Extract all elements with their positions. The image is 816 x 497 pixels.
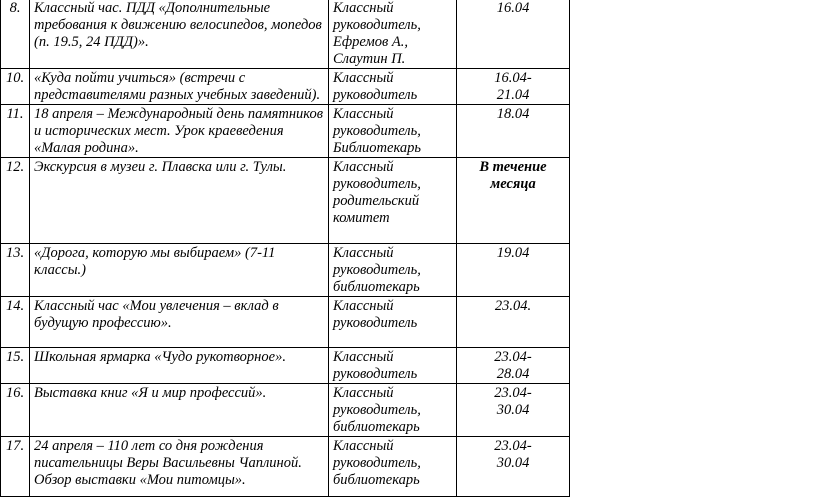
row-number-cell: 12. bbox=[1, 158, 30, 244]
date-cell: 16.04- 21.04 bbox=[457, 69, 570, 105]
table-row bbox=[1, 348, 570, 384]
table-row bbox=[1, 0, 570, 69]
event-cell: Классный час. ПДД «Дополнительные требования к движению велосипедов, мопедов (п. 19.5, 24 ПДД)». bbox=[30, 0, 329, 69]
table-row bbox=[1, 105, 570, 158]
row-number-cell: 8. bbox=[1, 0, 30, 69]
row-number-cell: 14. bbox=[1, 297, 30, 348]
table-row bbox=[1, 437, 570, 497]
table-row bbox=[1, 384, 570, 437]
date-cell: 23.04. bbox=[457, 297, 570, 348]
event-cell: «Куда пойти учиться» (встречи с представителями разных учебных заведений). bbox=[30, 69, 329, 105]
event-cell: 18 апреля – Международный день памятников и исторических мест. Урок краеведения «Малая родина». bbox=[30, 105, 329, 158]
row-number-cell: 17. bbox=[1, 437, 30, 497]
events-table-body bbox=[1, 0, 570, 497]
date-cell: 23.04- 28.04 bbox=[457, 348, 570, 384]
responsible-cell: Классный руководитель, библиотекарь bbox=[329, 244, 457, 297]
responsible-cell: Классный руководитель, Библиотекарь bbox=[329, 105, 457, 158]
date-cell: 18.04 bbox=[457, 105, 570, 158]
row-number-cell: 15. bbox=[1, 348, 30, 384]
row-number-cell: 16. bbox=[1, 384, 30, 437]
table-row bbox=[1, 297, 570, 348]
event-cell: Школьная ярмарка «Чудо рукотворное». bbox=[30, 348, 329, 384]
event-cell: «Дорога, которую мы выбираем» (7-11 классы.) bbox=[30, 244, 329, 297]
responsible-cell: Классный руководитель, Ефремов А., Слаутин П. bbox=[329, 0, 457, 69]
responsible-cell: Классный руководитель bbox=[329, 69, 457, 105]
responsible-cell: Классный руководитель, библиотекарь bbox=[329, 437, 457, 497]
event-cell: Экскурсия в музеи г. Плавска или г. Тулы. bbox=[30, 158, 329, 244]
row-number-cell: 10. bbox=[1, 69, 30, 105]
event-cell: 24 апреля – 110 лет со дня рождения писательницы Веры Васильевны Чаплиной. Обзор выставки «Мои питомцы». bbox=[30, 437, 329, 497]
date-cell: 23.04- 30.04 bbox=[457, 437, 570, 497]
table-row bbox=[1, 244, 570, 297]
table-row bbox=[1, 69, 570, 105]
row-number-cell: 11. bbox=[1, 105, 30, 158]
date-cell: 16.04 bbox=[457, 0, 570, 69]
date-cell: В течение месяца bbox=[457, 158, 570, 244]
event-cell: Классный час «Мои увлечения – вклад в будущую профессию». bbox=[30, 297, 329, 348]
responsible-cell: Классный руководитель, библиотекарь bbox=[329, 384, 457, 437]
responsible-cell: Классный руководитель, родительский комитет bbox=[329, 158, 457, 244]
date-cell: 23.04- 30.04 bbox=[457, 384, 570, 437]
date-cell: 19.04 bbox=[457, 244, 570, 297]
table-row bbox=[1, 158, 570, 244]
responsible-cell: Классный руководитель bbox=[329, 297, 457, 348]
responsible-cell: Классный руководитель bbox=[329, 348, 457, 384]
event-cell: Выставка книг «Я и мир профессий». bbox=[30, 384, 329, 437]
row-number-cell: 13. bbox=[1, 244, 30, 297]
